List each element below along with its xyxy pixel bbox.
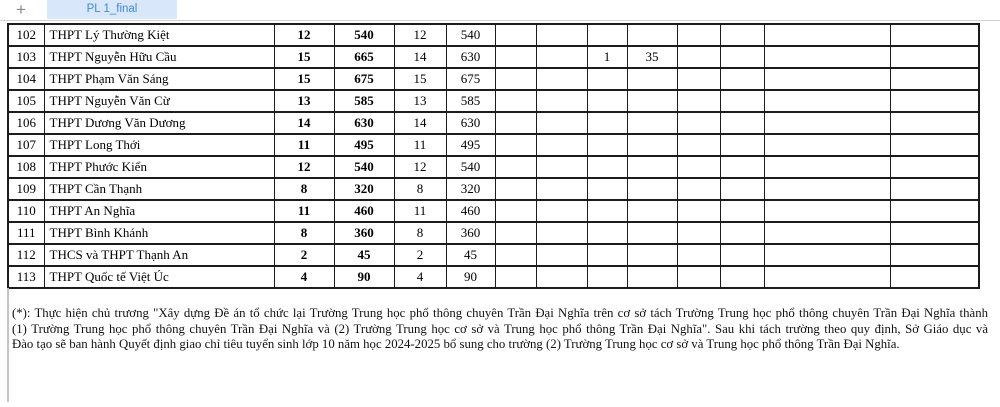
value-cell[interactable]: 540	[334, 156, 394, 178]
value-cell[interactable]	[764, 222, 890, 244]
value-cell[interactable]: 14	[394, 112, 446, 134]
value-cell[interactable]	[587, 244, 627, 266]
value-cell[interactable]: 8	[394, 178, 446, 200]
value-cell[interactable]	[677, 68, 720, 90]
value-cell[interactable]: 630	[446, 112, 495, 134]
value-cell[interactable]	[587, 178, 627, 200]
value-cell[interactable]	[495, 266, 536, 288]
table-row	[8, 178, 979, 200]
value-cell[interactable]	[890, 266, 979, 288]
value-cell[interactable]	[536, 24, 587, 46]
value-cell[interactable]: 460	[446, 200, 495, 222]
value-cell[interactable]: 8	[274, 222, 334, 244]
value-cell[interactable]	[627, 90, 677, 112]
value-cell[interactable]: 360	[446, 222, 495, 244]
add-sheet-button[interactable]	[10, 0, 32, 20]
value-cell[interactable]: 13	[274, 90, 334, 112]
value-cell[interactable]	[890, 24, 979, 46]
value-cell[interactable]: 45	[334, 244, 394, 266]
row-number-cell[interactable]: 113	[8, 266, 44, 288]
school-name-cell[interactable]: THPT An Nghĩa	[44, 200, 274, 222]
value-cell[interactable]: 585	[446, 90, 495, 112]
value-cell[interactable]	[890, 134, 979, 156]
value-cell[interactable]	[764, 68, 890, 90]
footnote-line-2: (1) Trường Trung học phổ thông chuyên Trần Đại Nghĩa và (2) Trường Trung học cơ sở và Trung học phổ thông Trần Đại Nghĩa". Sau khi tách trường theo quy định, Sở Giáo dục và	[12, 321, 988, 336]
value-cell[interactable]	[764, 46, 890, 68]
value-cell[interactable]	[536, 68, 587, 90]
value-cell[interactable]	[627, 222, 677, 244]
value-cell[interactable]	[764, 244, 890, 266]
value-cell[interactable]: 15	[274, 68, 334, 90]
value-cell[interactable]	[764, 90, 890, 112]
value-cell[interactable]	[764, 156, 890, 178]
value-cell[interactable]	[764, 200, 890, 222]
value-cell[interactable]	[536, 266, 587, 288]
value-cell[interactable]	[890, 90, 979, 112]
value-cell[interactable]	[720, 178, 764, 200]
value-cell[interactable]	[587, 90, 627, 112]
value-cell[interactable]	[677, 112, 720, 134]
value-cell[interactable]	[627, 112, 677, 134]
value-cell[interactable]	[677, 266, 720, 288]
value-cell[interactable]: 14	[274, 112, 334, 134]
table-row	[8, 222, 979, 244]
table-row	[8, 90, 979, 112]
value-cell[interactable]	[627, 24, 677, 46]
row-number-cell[interactable]: 108	[8, 156, 44, 178]
row-number-cell[interactable]: 109	[8, 178, 44, 200]
value-cell[interactable]: 12	[274, 156, 334, 178]
value-cell[interactable]	[495, 200, 536, 222]
table-row	[8, 112, 979, 134]
page-edge-line	[7, 288, 9, 402]
value-cell[interactable]	[764, 112, 890, 134]
value-cell[interactable]	[677, 156, 720, 178]
value-cell[interactable]: 630	[334, 112, 394, 134]
value-cell[interactable]: 4	[394, 266, 446, 288]
value-cell[interactable]: 495	[446, 134, 495, 156]
value-cell[interactable]: 90	[446, 266, 495, 288]
value-cell[interactable]	[495, 244, 536, 266]
value-cell[interactable]	[677, 90, 720, 112]
value-cell[interactable]	[677, 222, 720, 244]
value-cell[interactable]	[495, 68, 536, 90]
value-cell[interactable]: 675	[446, 68, 495, 90]
value-cell[interactable]	[764, 24, 890, 46]
value-cell[interactable]	[627, 134, 677, 156]
value-cell[interactable]	[677, 134, 720, 156]
value-cell[interactable]	[495, 90, 536, 112]
school-name-cell[interactable]: THPT Cần Thạnh	[44, 178, 274, 200]
table-row	[8, 266, 979, 288]
footnote-line-1: (*): Thực hiện chủ trương "Xây dựng Đề án tổ chức lại Trường Trung học phổ thông chuyên Trần Đại Nghĩa trên cơ sở tách Trường Trung học phổ thông chuyên Trần Đại Nghĩa thành	[12, 306, 988, 320]
school-name-cell[interactable]: THPT Phước Kiển	[44, 156, 274, 178]
plus-icon: +	[16, 0, 26, 19]
value-cell[interactable]: 540	[446, 156, 495, 178]
value-cell[interactable]: 320	[334, 178, 394, 200]
value-cell[interactable]	[677, 178, 720, 200]
value-cell[interactable]	[587, 266, 627, 288]
school-name-cell[interactable]: THPT Lý Thường Kiệt	[44, 24, 274, 46]
value-cell[interactable]: 11	[394, 134, 446, 156]
value-cell[interactable]	[890, 200, 979, 222]
sheet-table-body	[8, 24, 979, 288]
footnote	[12, 306, 988, 353]
table-row	[8, 244, 979, 266]
value-cell[interactable]	[890, 244, 979, 266]
value-cell[interactable]	[677, 200, 720, 222]
value-cell[interactable]: 12	[394, 24, 446, 46]
value-cell[interactable]	[495, 156, 536, 178]
value-cell[interactable]	[720, 222, 764, 244]
value-cell[interactable]: 540	[334, 24, 394, 46]
value-cell[interactable]: 11	[394, 200, 446, 222]
value-cell[interactable]	[587, 200, 627, 222]
value-cell[interactable]: 11	[274, 134, 334, 156]
value-cell[interactable]	[627, 156, 677, 178]
value-cell[interactable]: 630	[446, 46, 495, 68]
table-row	[8, 134, 979, 156]
row-number-cell[interactable]: 110	[8, 200, 44, 222]
value-cell[interactable]	[890, 112, 979, 134]
value-cell[interactable]	[627, 68, 677, 90]
value-cell[interactable]	[720, 134, 764, 156]
value-cell[interactable]	[720, 156, 764, 178]
value-cell[interactable]: 11	[274, 200, 334, 222]
value-cell[interactable]: 8	[274, 178, 334, 200]
sheet-tab-bar	[0, 0, 1000, 21]
value-cell[interactable]	[536, 200, 587, 222]
value-cell[interactable]	[627, 266, 677, 288]
value-cell[interactable]	[536, 222, 587, 244]
value-cell[interactable]	[587, 68, 627, 90]
value-cell[interactable]	[720, 244, 764, 266]
value-cell[interactable]	[764, 178, 890, 200]
value-cell[interactable]	[536, 134, 587, 156]
value-cell[interactable]	[720, 200, 764, 222]
school-name-cell[interactable]: THCS và THPT Thạnh An	[44, 244, 274, 266]
row-number-cell[interactable]: 102	[8, 24, 44, 46]
school-name-cell[interactable]: THPT Phạm Văn Sáng	[44, 68, 274, 90]
value-cell[interactable]	[536, 90, 587, 112]
value-cell[interactable]	[495, 222, 536, 244]
value-cell[interactable]	[720, 68, 764, 90]
value-cell[interactable]	[890, 46, 979, 68]
value-cell[interactable]	[587, 156, 627, 178]
row-number-cell[interactable]: 103	[8, 46, 44, 68]
value-cell[interactable]: 4	[274, 266, 334, 288]
value-cell[interactable]: 8	[394, 222, 446, 244]
row-number-cell[interactable]: 104	[8, 68, 44, 90]
value-cell[interactable]	[720, 24, 764, 46]
value-cell[interactable]: 320	[446, 178, 495, 200]
table-row	[8, 24, 979, 46]
value-cell[interactable]: 540	[446, 24, 495, 46]
row-number-cell[interactable]: 111	[8, 222, 44, 244]
school-name-cell[interactable]: THPT Nguyễn Văn Cừ	[44, 90, 274, 112]
value-cell[interactable]: 13	[394, 90, 446, 112]
value-cell[interactable]	[764, 134, 890, 156]
value-cell[interactable]: 15	[394, 68, 446, 90]
value-cell[interactable]	[587, 134, 627, 156]
value-cell[interactable]	[627, 200, 677, 222]
value-cell[interactable]	[495, 46, 536, 68]
value-cell[interactable]: 2	[274, 244, 334, 266]
value-cell[interactable]	[720, 46, 764, 68]
tab-pl-1-final[interactable]	[47, 0, 177, 19]
table-row	[8, 200, 979, 222]
row-number-cell[interactable]: 106	[8, 112, 44, 134]
row-number-cell[interactable]: 107	[8, 134, 44, 156]
footnote-line-3: Đào tạo sẽ ban hành Quyết định giao chỉ tiêu tuyển sinh lớp 10 năm học 2024-2025 bổ sung cho trường (2) Trường Trung học cơ sở và Trung học phổ thông Trần Đại Nghĩa.	[12, 337, 900, 351]
value-cell[interactable]	[890, 222, 979, 244]
row-number-cell[interactable]: 105	[8, 90, 44, 112]
school-name-cell[interactable]: THPT Long Thới	[44, 134, 274, 156]
value-cell[interactable]	[720, 266, 764, 288]
value-cell[interactable]	[536, 244, 587, 266]
value-cell[interactable]: 460	[334, 200, 394, 222]
value-cell[interactable]: 2	[394, 244, 446, 266]
value-cell[interactable]: 14	[394, 46, 446, 68]
value-cell[interactable]: 12	[394, 156, 446, 178]
value-cell[interactable]	[495, 24, 536, 46]
value-cell[interactable]: 495	[334, 134, 394, 156]
table-row	[8, 46, 979, 68]
value-cell[interactable]	[627, 178, 677, 200]
school-name-cell[interactable]: THPT Bình Khánh	[44, 222, 274, 244]
school-quota-table	[7, 23, 980, 289]
value-cell[interactable]: 665	[334, 46, 394, 68]
value-cell[interactable]	[536, 178, 587, 200]
value-cell[interactable]	[536, 46, 587, 68]
school-name-cell[interactable]: THPT Dương Văn Dương	[44, 112, 274, 134]
value-cell[interactable]: 675	[334, 68, 394, 90]
value-cell[interactable]	[627, 244, 677, 266]
value-cell[interactable]	[587, 24, 627, 46]
value-cell[interactable]: 12	[274, 24, 334, 46]
row-number-cell[interactable]: 112	[8, 244, 44, 266]
value-cell[interactable]	[764, 266, 890, 288]
value-cell[interactable]	[495, 134, 536, 156]
value-cell[interactable]: 35	[627, 46, 677, 68]
value-cell[interactable]	[677, 24, 720, 46]
value-cell[interactable]	[720, 112, 764, 134]
value-cell[interactable]: 1	[587, 46, 627, 68]
value-cell[interactable]	[677, 244, 720, 266]
value-cell[interactable]: 90	[334, 266, 394, 288]
value-cell[interactable]: 360	[334, 222, 394, 244]
value-cell[interactable]	[720, 90, 764, 112]
value-cell[interactable]	[890, 68, 979, 90]
value-cell[interactable]	[495, 178, 536, 200]
tab-label: PL 1_final	[86, 3, 138, 15]
value-cell[interactable]: 15	[274, 46, 334, 68]
value-cell[interactable]	[536, 112, 587, 134]
table-row	[8, 156, 979, 178]
value-cell[interactable]: 585	[334, 90, 394, 112]
value-cell[interactable]	[890, 178, 979, 200]
school-name-cell[interactable]: THPT Nguyễn Hữu Cầu	[44, 46, 274, 68]
value-cell[interactable]	[677, 46, 720, 68]
value-cell[interactable]	[587, 112, 627, 134]
value-cell[interactable]	[536, 156, 587, 178]
school-name-cell[interactable]: THPT Quốc tế Việt Úc	[44, 266, 274, 288]
value-cell[interactable]	[587, 222, 627, 244]
value-cell[interactable]: 45	[446, 244, 495, 266]
table-row	[8, 68, 979, 90]
value-cell[interactable]	[890, 156, 979, 178]
value-cell[interactable]	[495, 112, 536, 134]
